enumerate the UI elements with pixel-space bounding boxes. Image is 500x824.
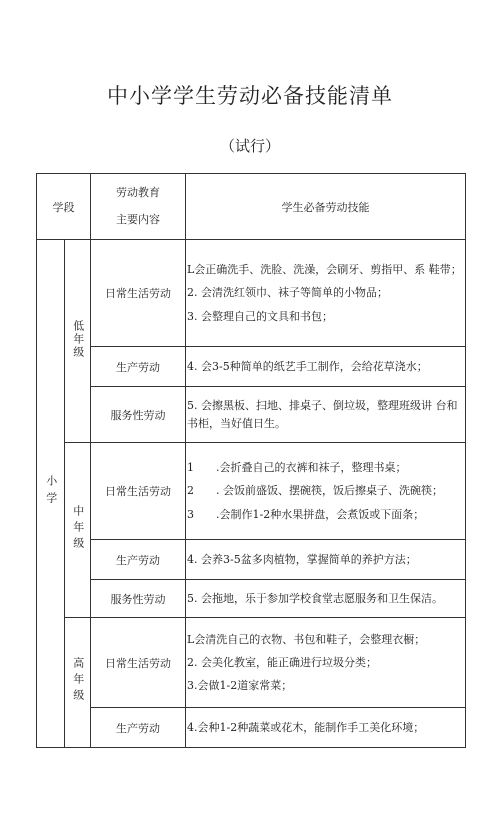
skill-cell <box>186 580 466 618</box>
skill-item: 3. 会整理自己的文具和书包； <box>187 309 333 323</box>
skill-item: L会清洗自己的衣物、书包和鞋子，会整理衣橱； <box>187 632 426 646</box>
table-row <box>37 347 466 387</box>
table-row <box>37 580 466 618</box>
table-header-row <box>37 174 466 240</box>
labor-type: 日常生活劳动 <box>91 443 186 540</box>
skill-item: 4. 会3-5种简单的纸艺手工制作，会给花草浇水； <box>187 359 428 373</box>
table-row <box>37 240 466 347</box>
skill-item: 4.会种1-2种蔬菜或花木，能制作手工美化环境； <box>187 720 425 734</box>
header-skills: 学生必备劳动技能 <box>186 174 466 240</box>
skill-cell <box>186 443 466 540</box>
stage-cell <box>37 240 65 748</box>
table-row <box>37 387 466 443</box>
header-labor-content-line1: 劳动教育 <box>116 186 160 200</box>
header-stage: 学段 <box>37 174 91 240</box>
labor-type: 生产劳动 <box>91 347 186 387</box>
skill-cell <box>186 240 466 347</box>
labor-type: 日常生活劳动 <box>91 240 186 347</box>
skill-item: 4. 会养3-5盆多肉植物，掌握简单的养护方法； <box>187 552 417 566</box>
header-labor-content <box>91 174 186 240</box>
table-row <box>37 708 466 748</box>
document-subtitle: （试行） <box>219 137 280 155</box>
skill-item: 5. 会拖地，乐于参加学校食堂志愿服务和卫生保洁。 <box>187 591 443 605</box>
grade-cell-low <box>65 240 91 443</box>
grade-cell-high <box>65 618 91 748</box>
skill-cell <box>186 618 466 708</box>
table-row <box>37 443 466 540</box>
skill-item: 3.会做1-2道家常菜； <box>187 679 293 693</box>
table-row <box>37 540 466 580</box>
skill-item: 5. 会擦黑板、扫地、排桌子、倒垃圾，整理班级讲 台和书柜，当好值日生。 <box>187 399 458 430</box>
skill-item: L会正确洗手、洗脸、洗澡，会刷牙、剪指甲、系 鞋带； <box>187 263 462 277</box>
labor-type: 生产劳动 <box>91 540 186 580</box>
labor-type: 日常生活劳动 <box>91 618 186 708</box>
labor-type: 服务性劳动 <box>91 387 186 443</box>
skill-cell <box>186 708 466 748</box>
skill-item: 3 .会制作1-2种水果拼盘，会煮饭或下面条； <box>187 507 425 521</box>
grade-label-middle: 中年级 <box>71 504 85 553</box>
document-title: 中小学学生劳动必备技能清单 <box>107 84 393 108</box>
stage-label: 小学 <box>44 475 58 509</box>
labor-type: 生产劳动 <box>91 708 186 748</box>
skills-table <box>36 173 466 748</box>
skill-item: 2. 会美化教室，能正确进行垃圾分类； <box>187 655 377 669</box>
skill-item: 2 . 会饭前盛饭、摆碗筷，饭后擦桌子、洗碗筷； <box>187 484 443 498</box>
header-labor-content-line2: 主要内容 <box>116 212 160 226</box>
skill-item: 2. 会清洗红领巾、袜子等简单的小物品； <box>187 286 388 300</box>
labor-type: 服务性劳动 <box>91 580 186 618</box>
skill-cell <box>186 540 466 580</box>
skill-cell <box>186 347 466 387</box>
grade-label-low: 低年级 <box>71 320 85 359</box>
grade-cell-middle <box>65 443 91 618</box>
skill-cell <box>186 387 466 443</box>
skill-item: 1 .会折叠自己的衣裤和袜子，整理书桌； <box>187 461 407 475</box>
grade-label-high: 高年级 <box>71 657 85 705</box>
table-row <box>37 618 466 708</box>
